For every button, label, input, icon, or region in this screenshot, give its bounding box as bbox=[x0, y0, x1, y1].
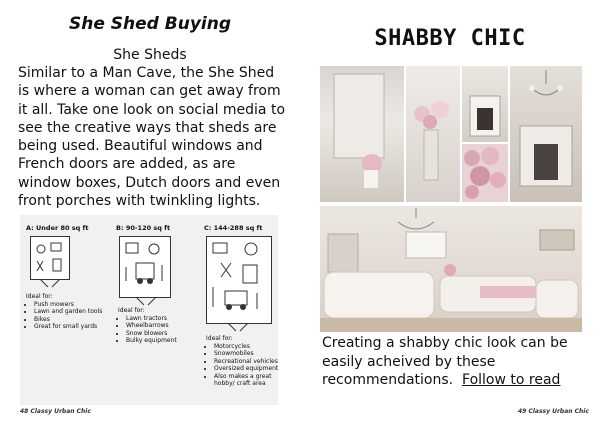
photo-chandelier-mantel bbox=[510, 66, 582, 202]
list-item: • Motorcycles bbox=[214, 343, 278, 351]
caption-text: Creating a shabby chic look can be easily acheived by these recommendations. bbox=[322, 335, 568, 388]
page-title: She Shed Buying bbox=[69, 14, 231, 34]
photo-roses-vase bbox=[406, 66, 460, 202]
page-title: SHABBY CHIC bbox=[374, 26, 526, 51]
photo-fireplace bbox=[462, 66, 508, 142]
shed-a-floorplan-icon bbox=[30, 236, 70, 280]
body-paragraph: Similar to a Man Cave, the She Shed is where a woman can get away from it all. Take one look on social media to see the creative ways that sheds are being used. Beautiful windows and French doors are added, as are window boxes, Dutch doors and even front porches with twinkling lights. bbox=[18, 65, 286, 210]
column-c-heading: C: 144-288 sq ft bbox=[204, 224, 263, 232]
photo-mirror bbox=[320, 66, 404, 202]
list-item: • Great for small yards bbox=[34, 323, 102, 331]
ideal-label: Ideal for: bbox=[26, 293, 53, 300]
page-footer-right: 49 Classy Urban Chic bbox=[518, 408, 589, 415]
column-a-heading: A: Under 80 sq ft bbox=[26, 224, 89, 232]
shed-c-floorplan-icon bbox=[206, 236, 272, 324]
shed-b-floorplan-icon bbox=[119, 236, 171, 298]
ideal-label: Ideal for: bbox=[206, 335, 233, 342]
list-item: • Wheelbarrows bbox=[126, 322, 177, 330]
photo-living-room bbox=[320, 206, 582, 332]
shed-b-door-icon bbox=[134, 297, 158, 307]
list-item: • Snowmobiles bbox=[214, 350, 278, 358]
list-item: • Bikes bbox=[34, 316, 102, 324]
shed-a-door-icon bbox=[38, 279, 62, 289]
follow-to-read-link[interactable]: Follow to read bbox=[462, 372, 561, 388]
list-item: • Bulky equipment bbox=[126, 337, 177, 345]
shed-size-diagram bbox=[20, 215, 278, 405]
list-item: • Snow blowers bbox=[126, 330, 177, 338]
column-b-ideal bbox=[118, 307, 177, 345]
list-item: • Also makes a great hobby/ craft area bbox=[214, 373, 274, 388]
ideal-label: Ideal for: bbox=[118, 307, 145, 314]
shed-c-door-icon bbox=[226, 323, 250, 333]
column-a-ideal bbox=[26, 293, 102, 331]
column-c-ideal bbox=[206, 335, 278, 388]
list-item: • Push mowers bbox=[34, 301, 102, 309]
column-b-heading: B: 90-120 sq ft bbox=[116, 224, 171, 232]
right-page bbox=[300, 0, 600, 424]
list-item: • Lawn tractors bbox=[126, 315, 177, 323]
list-item: • Oversized equipment bbox=[214, 365, 278, 373]
page-footer-left: 48 Classy Urban Chic bbox=[20, 408, 91, 415]
caption-paragraph bbox=[322, 334, 584, 390]
list-item: • Lawn and garden tools bbox=[34, 308, 102, 316]
section-subtitle: She Sheds bbox=[113, 47, 187, 63]
list-item: • Recreational vehicles bbox=[214, 358, 278, 366]
photo-pink-roses bbox=[462, 144, 508, 202]
